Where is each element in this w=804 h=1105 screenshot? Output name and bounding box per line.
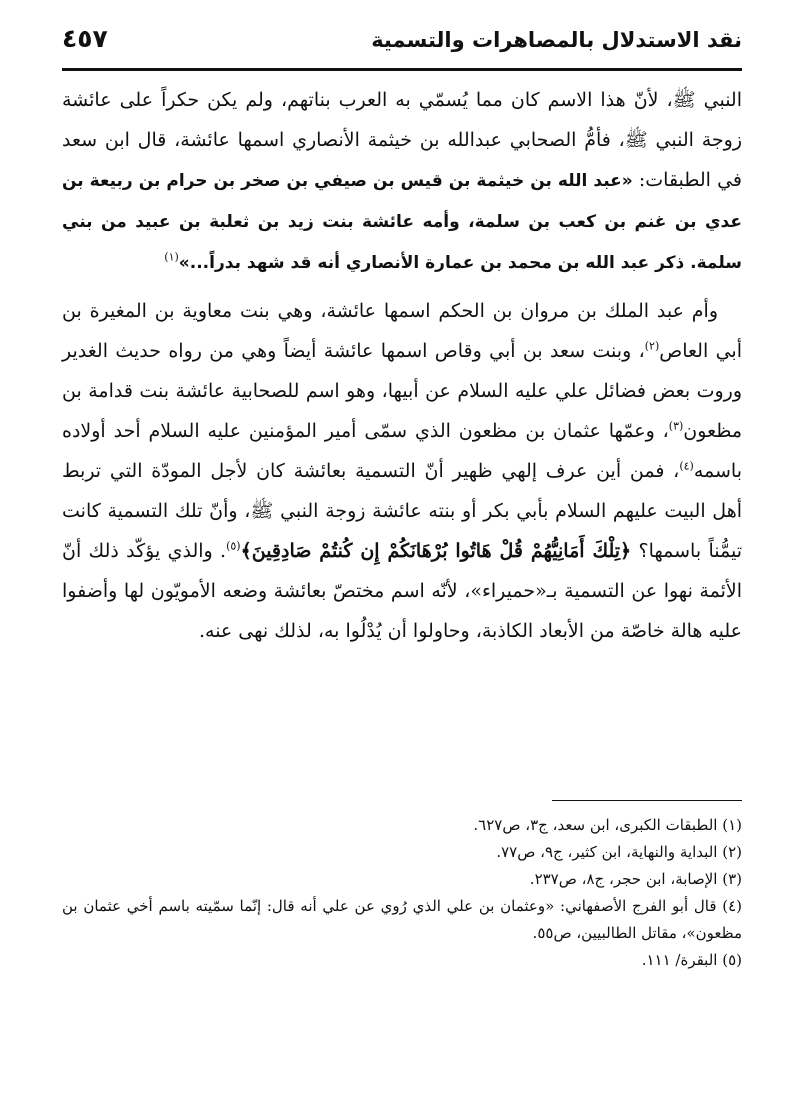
header-divider	[62, 68, 742, 71]
footnote-ref-2: (٢)	[644, 339, 660, 353]
paragraph-2-text-e: . والذي يؤكّد ذلك أنّ الأئمة نهوا عن التسمية بـ«حميراء»، لأنّه اسم مختصّ بعائشة وضعه الأمويّون لها وأضفوا عليه هالة خاصّة من الأبعاد الكاذبة، وحاولوا أن يُدْلُوا به، لذلك نهى عنه.	[62, 540, 742, 642]
footnote-2: (٢) البداية والنهاية، ابن كثير، ج٩، ص٧٧.	[496, 843, 742, 861]
paragraph-1	[62, 80, 742, 283]
footnote-ref-1: (١)	[164, 250, 179, 264]
ibn-saad-quote: «عبد الله بن خيثمة بن قيس بن صيفي بن صخر بن حرام بن ربيعة بن عدي بن غنم بن كعب بن سلمة، وأمه عائشة بنت زيد بن ثعلبة بن عبيد من بني سلمة. ذكر عبد الله بن محمد بن عمارة الأنصاري أنه قد شهد بدراً...»	[62, 171, 742, 273]
footnote-4: (٤) قال أبو الفرج الأصفهاني: «وعثمان بن علي الذي رُوي عن علي أنه قال: إنّما سمّيته باسم أخي عثمان بن مظعون»، مقاتل الطالبيين، ص٥٥.	[62, 897, 742, 942]
footnote-5: (٥) البقرة/ ١١١.	[641, 951, 742, 969]
footnote-1: (١) الطبقات الكبرى، ابن سعد، ج٣، ص٦٢٧.	[473, 816, 742, 834]
quran-verse: ﴿تِلْكَ أَمَانِيُّهُمْ قُلْ هَاتُوا بُرْهَانَكُمْ إِن كُنتُمْ صَادِقِينَ﴾	[240, 540, 632, 562]
main-text	[62, 80, 742, 659]
paragraph-2-text-c: ، وعمّها عثمان بن مظعون الذي سمّى أمير المؤمنين عليه السلام أحد أولاده باسمه	[62, 420, 742, 482]
page-number: ٤٥٧	[62, 24, 108, 53]
paragraph-2-text-b: ، وبنت سعد بن أبي وقاص اسمها عائشة أيضاً وهي من رواه حديث الغدير وروت بعض فضائل علي عليه السلام عن أبيها، وهو اسم للصحابية عائشة بنت قدامة بن مظعون	[62, 340, 742, 442]
footnotes	[62, 812, 742, 974]
paragraph-1-text: النبي ﷺ، لأنّ هذا الاسم كان مما يُسمّي به العرب بناتهم، ولم يكن حكراً على عائشة زوجة النبي ﷺ، فأمُّ الصحابي عبدالله بن خيثمة الأنصاري اسمها عائشة، قال ابن سعد في الطبقات:	[62, 89, 742, 191]
footnote-ref-4: (٤)	[679, 459, 694, 473]
paragraph-2-text-a: وأم عبد الملك بن مروان بن الحكم اسمها عائشة، وهي بنت معاوية بن المغيرة بن أبي العاص	[62, 300, 742, 362]
header-title: نقد الاستدلال بالمصاهرات والتسمية	[371, 28, 742, 52]
footnote-ref-5: (٥)	[226, 539, 241, 553]
footnote-ref-3: (٣)	[668, 419, 684, 433]
paragraph-2	[62, 291, 742, 651]
footnote-divider	[552, 800, 742, 801]
paragraph-2-text-d: ، فمن أين عرف إلهي ظهير أنّ التسمية بعائشة كان لأجل المودّة التي تربط أهل البيت عليهم السلام بأبي بكر أو بنته عائشة زوجة النبي ﷺ، وأنّ تلك التسمية كانت تيمُّناً باسمها؟	[62, 460, 742, 562]
footnote-3: (٣) الإصابة، ابن حجر، ج٨، ص٢٣٧.	[529, 870, 742, 888]
running-header	[62, 22, 742, 62]
